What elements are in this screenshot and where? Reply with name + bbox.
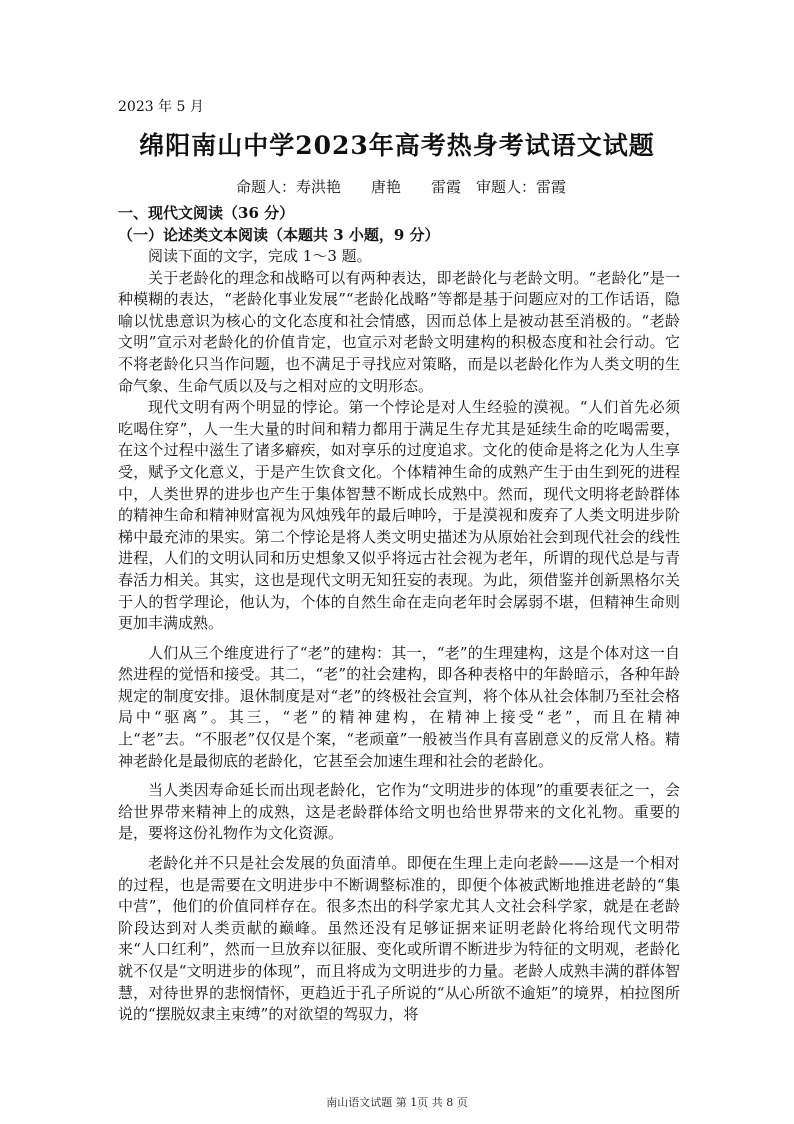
reading-passage	[118, 246, 680, 1026]
passage-paragraph-2: 现代文明有两个明显的悖论。第一个悖论是对人生经验的漠视。“人们首先必须吃喝住穿”，人一生大量的时间和精力都用于满足生存尤其是延续生命的吃喝需要，在这个过程中滋生了诸多癖疾，如对享乐的过度追求。文化的使命是将之化为人生享受，赋予文化意义，于是产生饮食文化。个体精神生命的成熟产生于由生到死的进程中，人类世界的进步也产生于集体智慧不断成长成熟中。然而，现代文明将老龄群体的精神生命和精神财富视为风烛残年的最后呻吟，于是漠视和废弃了人类文明进步阶梯中最充沛的果实。第二个悖论是将人类文明史描述为从原始社会到现代社会的线性进程，人们的文明认同和历史想象又似乎将远古社会视为老年，所谓的现代总是与青春活力相关。其实，这也是现代文明无知狂妄的表现。为此，须借鉴并创新黑格尔关于人的哲学理论，他认为，个体的自然生命在走向老年时会孱弱不堪，但精神生命则更加丰满成熟。	[118, 398, 680, 633]
instruction-paragraph: 阅读下面的文字，完成 1～3 题。	[148, 247, 372, 265]
exam-authors: 命题人：寿洪艳 唐艳 雷霞 审题人：雷霞	[236, 178, 567, 196]
passage-paragraph-3: 人们从三个维度进行了“老”的建构：其一，“老”的生理建构，这是个体对这一自然进程的觉悟和接受。其二，“老”的社会建构，即各种表格中的年龄暗示，各种年龄规定的制度安排。退休制度是对“老”的终极社会宣判，将个体从社会体制乃至社会格局中“驱离”。其三，“老”的精神建构，在精神上接受“老”，而且在精神上“老”去。“不服老”仅仅是个案，“老顽童”一般被当作具有喜剧意义的反常人格。精神老龄化是最彻底的老龄化，它甚至会加速生理和社会的老龄化。	[118, 643, 680, 770]
passage-paragraph-4: 当人类因寿命延长而出现老龄化，它作为“文明进步的体现”的重要表征之一，会给世界带来精神上的成熟，这是老龄群体给文明也给世界带来的文化礼物。重要的是，要将这份礼物作为文化资源。	[118, 781, 680, 843]
exam-title: 绵阳南山中学2023年高考热身考试语文试题	[139, 131, 655, 160]
page-footer: 南山语文试题 第 1页 共 8 页	[326, 1096, 468, 1109]
passage-paragraph-5: 老龄化并不只是社会发展的负面清单。即便在生理上走向老龄——这是一个相对的过程，也是需要在文明进步中不断调整标准的，即便个体被武断地推进老龄的“集中营”，他们的价值同样存在。很多杰出的科学家尤其人文社会科学家，就是在老龄阶段达到对人类贡献的巅峰。虽然还没有足够证据来证明老龄化将给现代文明带来“人口红利”，然而一旦放弃以征服、变化或所谓不断进步为特征的文明观，老龄化就不仅是“文明进步的体现”，而且将成为文明进步的力量。老龄人成熟丰满的群体智慧，对待世界的悲悯情怀，更趋近于孔子所说的“从心所欲不逾矩”的境界，柏拉图所说的“摆脱奴隶主束缚”的对欲望的驾驭力，将	[118, 854, 680, 1024]
exam-date: 2023 年 5 月	[118, 99, 204, 115]
passage-paragraph-1: 关于老龄化的理念和战略可以有两种表达，即老龄化与老龄文明。“老龄化”是一种模糊的表达，“老龄化事业发展”“老龄化战略”等都是基于问题应对的工作话语，隐喻以忧患意识为核心的文化态度和社会情感，因而总体上是被动甚至消极的。“老龄文明”宣示对老龄化的价值肯定，也宣示对老龄文明建构的积极态度和社会行动。它不将老龄化只当作问题，也不满足于寻找应对策略，而是以老龄化作为人类文明的生命气象、生命气质以及与之相对应的文明形态。	[118, 268, 680, 395]
section-heading-modern-reading: 一、现代文阅读（36 分）	[118, 204, 295, 222]
subsection-heading-argumentative-reading: （一）论述类文本阅读（本题共 3 小题，9 分）	[118, 226, 440, 244]
